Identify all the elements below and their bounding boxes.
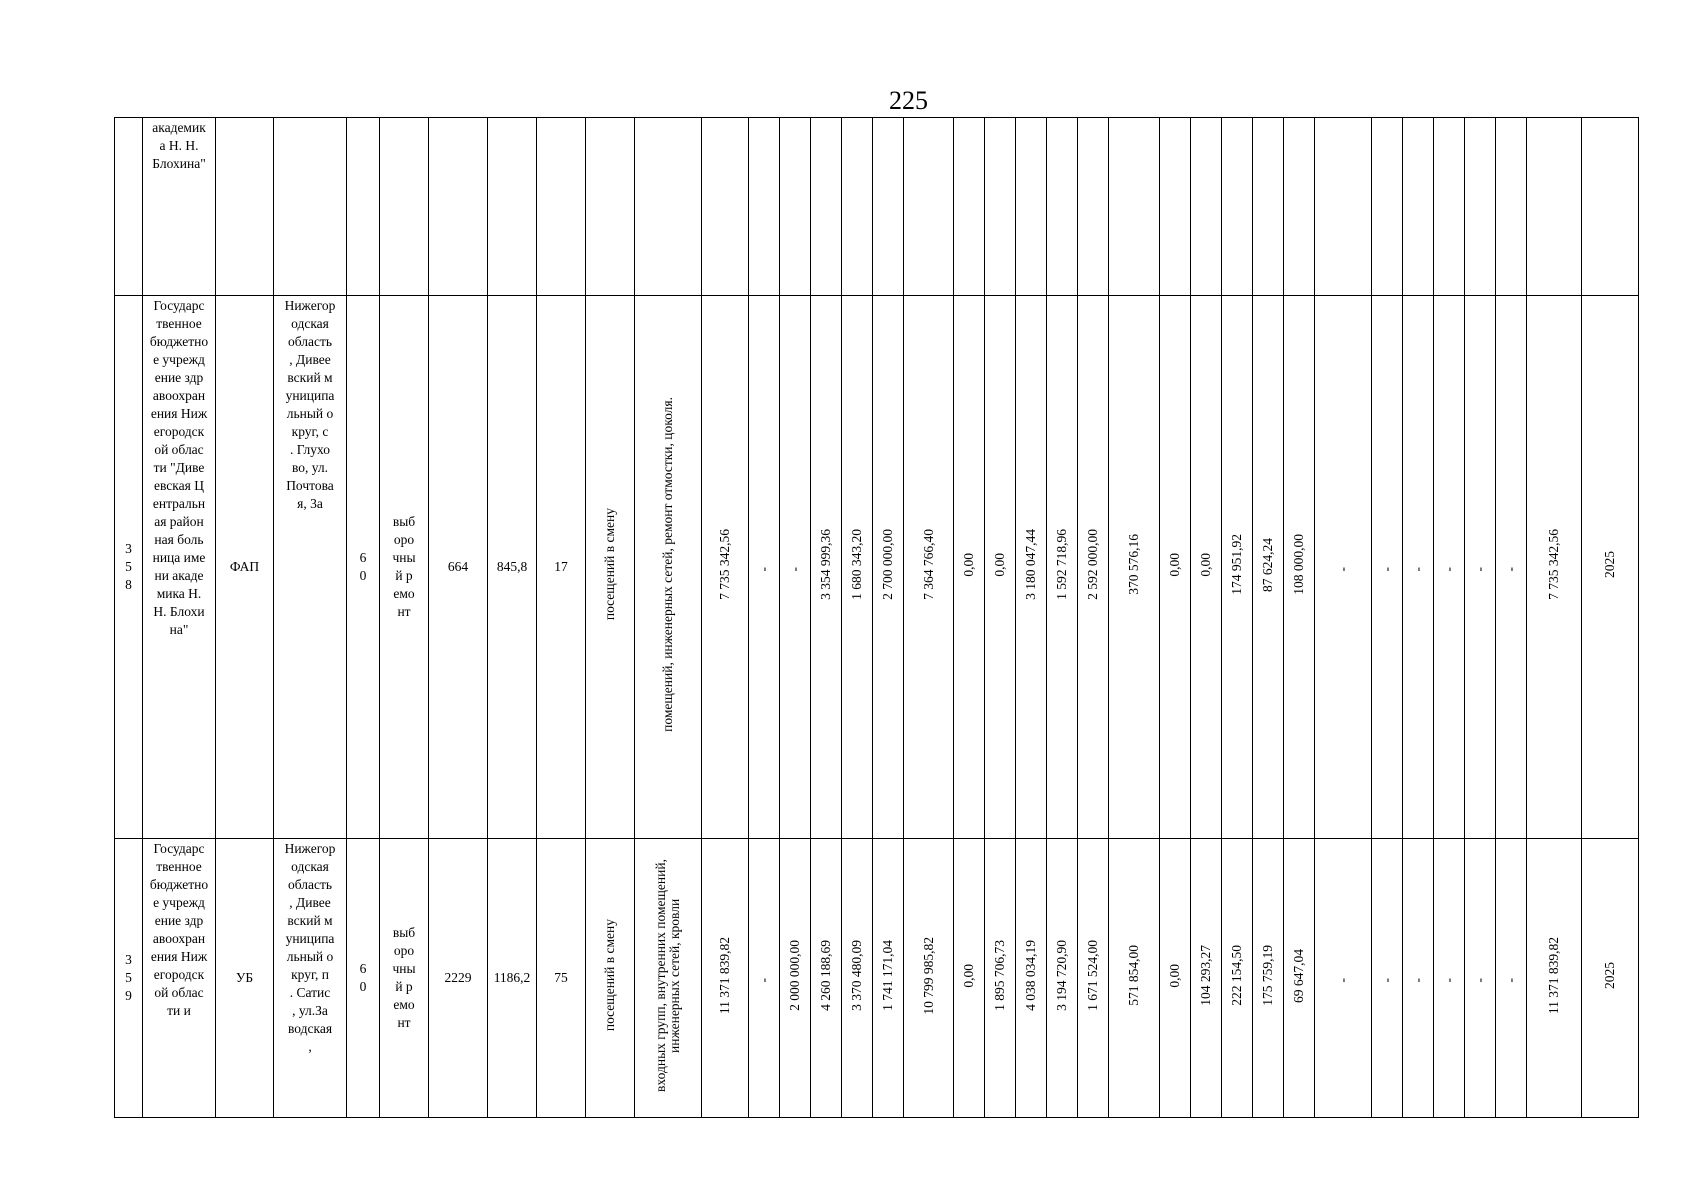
cell-text: 7 735 342,56 [1546, 529, 1561, 600]
cell-text: 1 741 171,04 [880, 940, 895, 1011]
cell-text: 1 895 706,73 [992, 940, 1007, 1011]
cell-text: помещений, инженерных сетей, ремонт отмостки, цоколя. [660, 397, 675, 732]
table-cell-org [143, 296, 216, 839]
cell-text: - [1503, 977, 1518, 982]
table-cell-c17 [904, 839, 954, 1118]
cell-text: 6 0 [359, 961, 367, 994]
table-cell-c34 [1496, 296, 1527, 839]
table-cell-c10 [635, 118, 702, 296]
cell-text: 0,00 [1167, 552, 1182, 577]
cell-text: 664 [447, 559, 469, 574]
table-cell-c35 [1527, 839, 1582, 1118]
table-cell-c27 [1253, 839, 1284, 1118]
cell-text: выб оро чны й р емо нт [392, 514, 416, 619]
cell-text: 2 700 000,00 [880, 529, 895, 600]
cell-text: - [1335, 977, 1350, 982]
table-cell-c15 [842, 296, 873, 839]
table-cell-c27 [1253, 296, 1284, 839]
cell-text: академик а Н. Н. Блохина" [152, 120, 206, 171]
cell-text: Государс твенное бюджетно е учрежд ение здр авоохран ения Ниж егородск ой облас ти "Диве евская Ц ентральн ая район ная боль ница име ни акаде мика Н. Н. Блохи на" [149, 298, 209, 637]
table-cell-c18 [954, 839, 985, 1118]
table-cell-c33 [1465, 839, 1496, 1118]
table-cell-c19 [985, 118, 1016, 296]
cell-text: 87 624,24 [1260, 537, 1275, 592]
table-row [115, 839, 1639, 1118]
cell-text: - [1335, 566, 1350, 571]
table-cell-c25 [1191, 296, 1222, 839]
page-number: 225 [889, 86, 928, 115]
table-cell-c8 [537, 839, 586, 1118]
table-cell-type [216, 296, 274, 839]
cell-text: - [1472, 566, 1487, 571]
cell-text: 3 5 8 [125, 541, 132, 592]
table-cell-c7 [488, 839, 537, 1118]
table-cell-c26 [1222, 296, 1253, 839]
cell-text: 3 370 480,09 [849, 940, 864, 1011]
table-cell-c25 [1191, 118, 1222, 296]
table-cell-c24 [1160, 839, 1191, 1118]
table-cell-c6 [429, 839, 488, 1118]
table-cell-c13 [780, 118, 811, 296]
cell-text: 3 194 720,90 [1054, 940, 1069, 1011]
table-cell-type [216, 118, 274, 296]
cell-text: 2025 [1602, 962, 1617, 989]
table-cell-num [115, 118, 143, 296]
table-cell-c16 [873, 296, 904, 839]
cell-text: - [1441, 977, 1456, 982]
cell-text: - [1441, 566, 1456, 571]
table-cell-c12 [749, 296, 780, 839]
table-cell-c24 [1160, 118, 1191, 296]
table-cell-c16 [873, 118, 904, 296]
table-cell-c18 [954, 296, 985, 839]
table-cell-c6 [429, 296, 488, 839]
cell-text: 1 680 343,20 [849, 529, 864, 600]
cell-text: 4 038 034,19 [1023, 940, 1038, 1011]
cell-text: 0,00 [1167, 963, 1182, 988]
cell-text: 7 735 342,56 [717, 529, 732, 600]
table-cell-c31 [1403, 118, 1434, 296]
table-cell-c19 [985, 296, 1016, 839]
cell-text: - [1379, 977, 1394, 982]
table-cell-c26 [1222, 839, 1253, 1118]
table-cell-c7 [488, 296, 537, 839]
table-cell-c15 [842, 118, 873, 296]
table-cell-c16 [873, 839, 904, 1118]
cell-text: - [1472, 977, 1487, 982]
table-cell-c36 [1582, 839, 1639, 1118]
table-cell-c36 [1582, 296, 1639, 839]
table-cell-addr [274, 839, 347, 1118]
table-cell-c10 [635, 296, 702, 839]
table-body [115, 118, 1639, 1118]
cell-text: 104 293,27 [1198, 945, 1213, 1006]
table-cell-c23 [1109, 118, 1160, 296]
cell-text: 174 951,92 [1229, 534, 1244, 595]
cell-text: 845,8 [496, 559, 528, 574]
table-cell-addr [274, 296, 347, 839]
cell-text: ФАП [229, 559, 260, 574]
cell-text: 2 592 000,00 [1085, 529, 1100, 600]
cell-text: 0,00 [1198, 552, 1213, 577]
cell-text: Государс твенное бюджетно е учрежд ение здр авоохран ения Ниж егородск ой облас ти и [149, 841, 209, 1018]
table-cell-c11 [702, 296, 749, 839]
table-cell-c21 [1047, 839, 1078, 1118]
table-cell-c24 [1160, 296, 1191, 839]
table-cell-c22 [1078, 296, 1109, 839]
table-cell-c23 [1109, 296, 1160, 839]
cell-text: 1186,2 [493, 970, 531, 985]
table-row [115, 296, 1639, 839]
cell-text: - [756, 977, 771, 982]
table-cell-c17 [904, 118, 954, 296]
table-cell-c14 [811, 118, 842, 296]
cell-text: 1 671 524,00 [1085, 940, 1100, 1011]
table-cell-c30 [1372, 839, 1403, 1118]
cell-text: 10 799 985,82 [920, 936, 936, 1015]
cell-text: входных групп, внутренних помещений, инженерных сетей, кровли [653, 859, 682, 1092]
cell-text: 370 576,16 [1126, 534, 1141, 595]
capital-repair-table [114, 117, 1639, 1118]
cell-text: 0,00 [961, 552, 976, 577]
table-cell-c32 [1434, 839, 1465, 1118]
table-cell-c15 [842, 839, 873, 1118]
table-cell-c28 [1284, 296, 1315, 839]
table-cell-c28 [1284, 839, 1315, 1118]
cell-text: - [756, 566, 771, 571]
table-cell-c6 [429, 118, 488, 296]
cell-text: - [1410, 566, 1425, 571]
table-cell-c34 [1496, 118, 1527, 296]
table-cell-c7 [488, 118, 537, 296]
table-cell-work [380, 118, 429, 296]
table-cell-c4 [347, 118, 380, 296]
table-cell-c21 [1047, 296, 1078, 839]
cell-text: посещений в смену [602, 919, 617, 1032]
table-cell-c23 [1109, 839, 1160, 1118]
table-cell-num [115, 839, 143, 1118]
table-cell-c29 [1315, 839, 1372, 1118]
cell-text: 2025 [1602, 551, 1617, 578]
table-cell-c25 [1191, 839, 1222, 1118]
cell-text: - [1379, 566, 1394, 571]
cell-text: 3 180 047,44 [1023, 529, 1038, 600]
table-cell-org [143, 839, 216, 1118]
cell-text: 2229 [444, 970, 472, 985]
cell-text: 571 854,00 [1126, 945, 1141, 1006]
table-cell-c9 [586, 118, 635, 296]
table-cell-c14 [811, 839, 842, 1118]
table-cell-c11 [702, 118, 749, 296]
table-cell-c30 [1372, 296, 1403, 839]
table-cell-c29 [1315, 118, 1372, 296]
table-cell-c18 [954, 118, 985, 296]
table-cell-work [380, 296, 429, 839]
table-cell-c13 [780, 296, 811, 839]
table-cell-c4 [347, 839, 380, 1118]
cell-text: выб оро чны й р емо нт [392, 925, 416, 1030]
table-cell-c12 [749, 118, 780, 296]
cell-text: УБ [235, 970, 254, 985]
table-cell-c30 [1372, 118, 1403, 296]
cell-text: 3 354 999,36 [818, 529, 833, 600]
table-cell-c34 [1496, 839, 1527, 1118]
cell-text: 6 0 [359, 550, 367, 583]
cell-text: 11 371 839,82 [717, 936, 732, 1015]
table-cell-c28 [1284, 118, 1315, 296]
table-cell-c22 [1078, 118, 1109, 296]
table-cell-c14 [811, 296, 842, 839]
table-cell-c20 [1016, 839, 1047, 1118]
table-cell-c31 [1403, 296, 1434, 839]
table-cell-c21 [1047, 118, 1078, 296]
table-cell-c35 [1527, 296, 1582, 839]
cell-text: 3 5 9 [125, 952, 132, 1003]
table-cell-c36 [1582, 118, 1639, 296]
cell-text: 0,00 [992, 552, 1007, 577]
table-cell-c8 [537, 296, 586, 839]
cell-text: 69 647,04 [1291, 948, 1306, 1003]
table-cell-c11 [702, 839, 749, 1118]
table-cell-c20 [1016, 118, 1047, 296]
table-cell-c13 [780, 839, 811, 1118]
table-cell-c31 [1403, 839, 1434, 1118]
cell-text: 175 759,19 [1260, 945, 1275, 1006]
cell-text: 75 [554, 970, 568, 985]
table-cell-c8 [537, 118, 586, 296]
cell-text: 7 364 766,40 [920, 529, 936, 600]
cell-text: посещений в смену [602, 508, 617, 621]
table-cell-c29 [1315, 296, 1372, 839]
table-cell-c20 [1016, 296, 1047, 839]
table-row [115, 118, 1639, 296]
cell-text: 0,00 [961, 963, 976, 988]
table-cell-addr [274, 118, 347, 296]
cell-text: 17 [554, 559, 568, 574]
table-cell-c9 [586, 839, 635, 1118]
cell-text: 11 371 839,82 [1546, 936, 1561, 1015]
table-cell-c26 [1222, 118, 1253, 296]
table-cell-c10 [635, 839, 702, 1118]
table-cell-org [143, 118, 216, 296]
table-cell-c17 [904, 296, 954, 839]
table-cell-c22 [1078, 839, 1109, 1118]
table-cell-type [216, 839, 274, 1118]
table-cell-c35 [1527, 118, 1582, 296]
table-cell-c4 [347, 296, 380, 839]
table-cell-c12 [749, 839, 780, 1118]
cell-text: 108 000,00 [1291, 534, 1306, 595]
cell-text: - [787, 566, 802, 571]
cell-text: - [1503, 566, 1518, 571]
cell-text: Нижегор одская область , Дивее вский м униципа льный о круг, с . Глухо во, ул. Почтова я, 3а [284, 298, 336, 511]
table-cell-c32 [1434, 296, 1465, 839]
table-cell-c9 [586, 296, 635, 839]
cell-text: 2 000 000,00 [787, 940, 802, 1011]
table-cell-c27 [1253, 118, 1284, 296]
cell-text: 222 154,50 [1229, 945, 1244, 1006]
table-cell-work [380, 839, 429, 1118]
table-cell-c32 [1434, 118, 1465, 296]
cell-text: 4 260 188,69 [818, 940, 833, 1011]
table-cell-c33 [1465, 296, 1496, 839]
table-cell-c19 [985, 839, 1016, 1118]
cell-text: - [1410, 977, 1425, 982]
cell-text: 1 592 718,96 [1054, 529, 1069, 600]
table-cell-c33 [1465, 118, 1496, 296]
cell-text: Нижегор одская область , Дивее вский м униципа льный о круг, п . Сатис , ул.За водская , [284, 841, 336, 1054]
table-cell-num [115, 296, 143, 839]
